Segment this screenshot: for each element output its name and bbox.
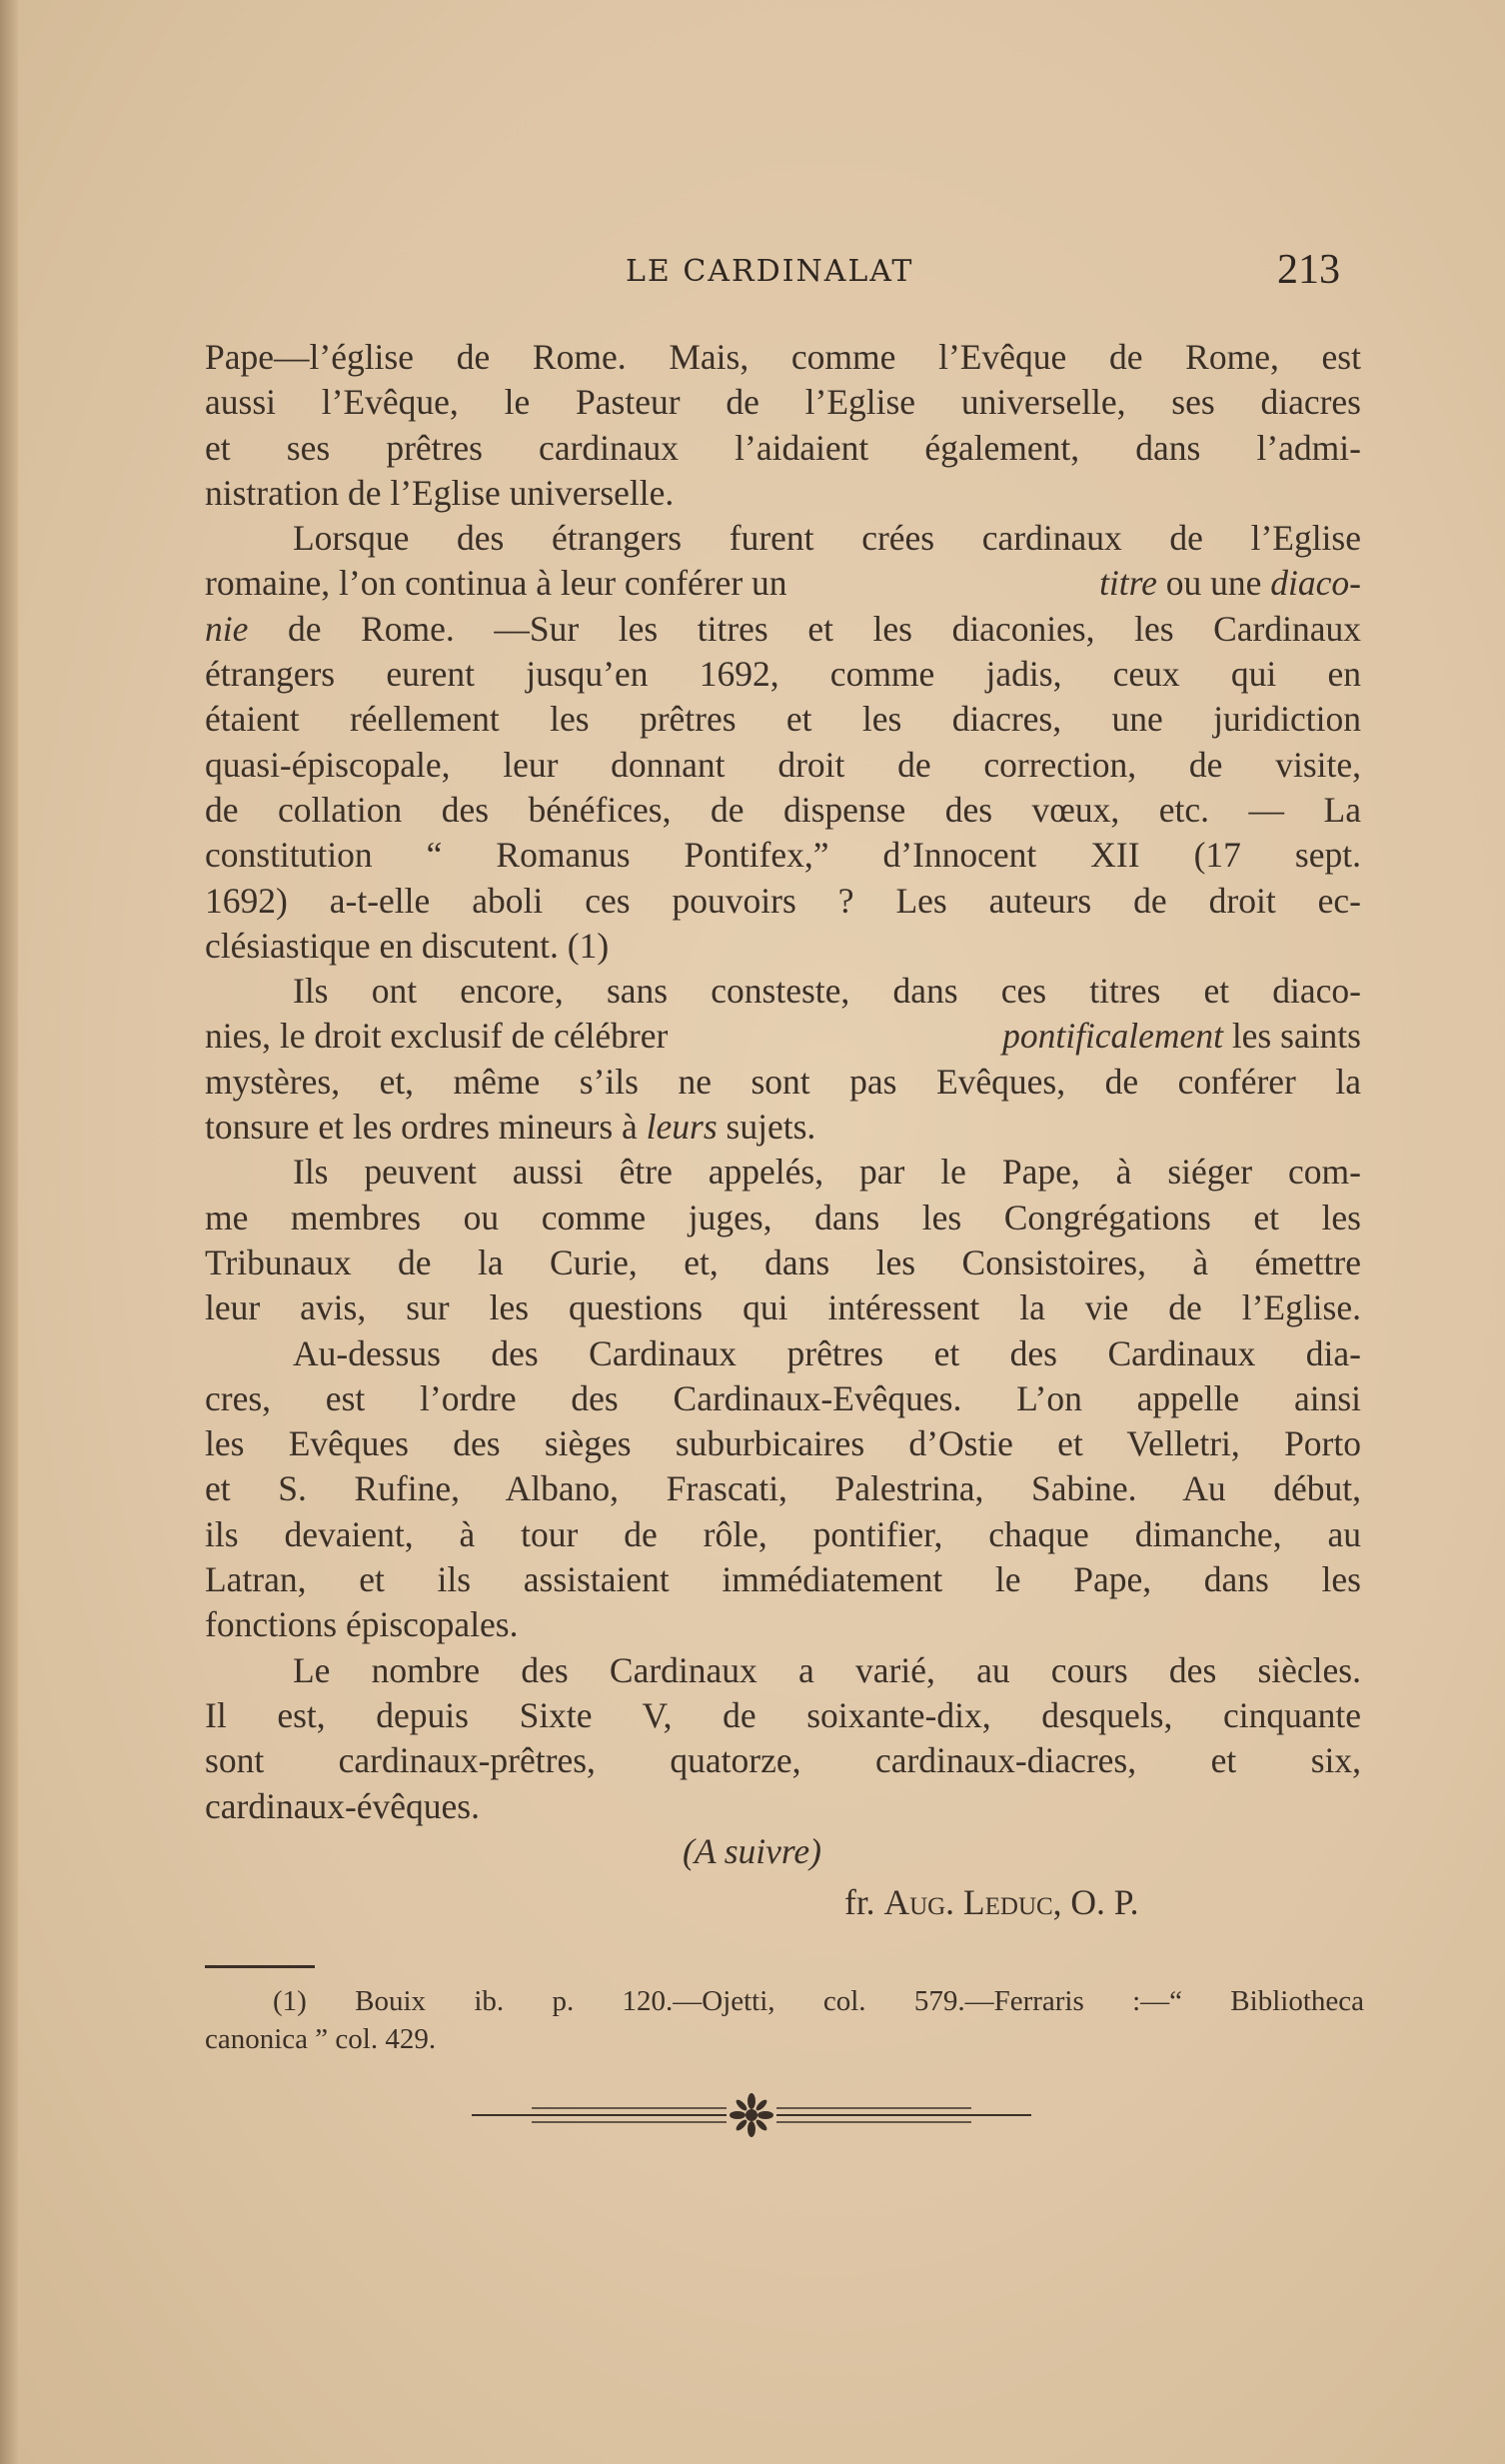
text-line: ils devaient, à tour de rôle, pontifier, chaque dimanche, au: [205, 1513, 1361, 1554]
text-line: Au-dessus des Cardinaux prêtres et des Cardinaux dia-: [293, 1332, 1361, 1373]
floral-ornament-icon: [472, 2091, 1031, 2139]
footnote-line: (1) Bouix ib. p. 120.—Ojetti, col. 579.—Ferraris :—“ Bibliotheca: [273, 1985, 1364, 2017]
signature-name: Aug. Leduc, O. P.: [883, 1882, 1139, 1923]
text-line: [205, 1014, 1361, 1059]
text-line: Le nombre des Cardinaux a varié, au cours des siècles.: [293, 1649, 1361, 1690]
text-line: étaient réellement les prêtres et les diacres, une juridiction: [205, 699, 1361, 740]
text-line: Tribunaux de la Curie, et, dans les Consistoires, à émettre: [205, 1241, 1361, 1282]
text-line: [205, 607, 1361, 652]
text-line: cres, est l’ordre des Cardinaux-Evêques. L’on appelle ainsi: [205, 1377, 1361, 1418]
text-line: et S. Rufine, Albano, Frascati, Palestrina, Sabine. Au début,: [205, 1468, 1361, 1509]
text-line: Lorsque des étrangers furent crées cardinaux de l’Eglise: [293, 518, 1361, 559]
footnote-line: canonica ” col. 429.: [205, 2023, 437, 2055]
body-text: [205, 335, 1361, 1925]
running-title: LE CARDINALAT: [626, 254, 914, 289]
text-line: 1692) a-t-elle aboli ces pouvoirs ? Les auteurs de droit ec-: [205, 880, 1361, 921]
page-header: [0, 246, 1505, 296]
italic-word: diaco-: [1270, 563, 1361, 604]
text-line: mystères, et, même s’ils ne sont pas Evêques, de conférer la: [205, 1061, 1361, 1102]
footnote: [205, 1982, 1364, 2058]
text-line: aussi l’Evêque, le Pasteur de l’Eglise universelle, ses diacres: [205, 382, 1361, 423]
italic-word: leurs: [646, 1107, 718, 1148]
text-line: étrangers eurent jusqu’en 1692, comme jadis, ceux qui en: [205, 654, 1361, 695]
text-line: leur avis, sur les questions qui intéressent la vie de l’Eglise.: [205, 1287, 1361, 1328]
text-span: les saints: [1222, 1016, 1361, 1057]
text-line: et ses prêtres cardinaux l’aidaient également, dans l’admi-: [205, 427, 1361, 468]
text-line: de collation des bénéfices, de dispense des vœux, etc. — La: [205, 789, 1361, 830]
text-line: Pape—l’église de Rome. Mais, comme l’Evêque de Rome, est: [205, 337, 1361, 377]
text-line: Il est, depuis Sixte V, de soixante-dix, desquels, cinquante: [205, 1694, 1361, 1735]
text-span-rest: de Rome. —Sur les titres et les diaconies, les Cardinaux: [248, 608, 1361, 649]
text-line: [205, 561, 1361, 606]
italic-word: nie: [205, 608, 249, 649]
text-span: nies, le droit exclusif de célébrer: [205, 1016, 678, 1057]
text-line: fonctions épiscopales.: [205, 1604, 519, 1645]
text-line: Ils ont encore, sans consteste, dans ces titres et diaco-: [293, 971, 1361, 1012]
text-span: sujets.: [717, 1107, 816, 1148]
page-number: 213: [1277, 247, 1340, 293]
text-line: sont cardinaux-prêtres, quatorze, cardinaux-diacres, et six,: [205, 1740, 1361, 1781]
text-line: constitution “ Romanus Pontifex,” d’Innocent XII (17 sept.: [205, 835, 1361, 876]
text-line: clésiastique en discutent. (1): [205, 925, 610, 966]
a-suivre: (A suivre): [683, 1830, 822, 1871]
text-span-group: [1099, 561, 1361, 606]
text-line: [205, 1105, 1361, 1150]
text-line: quasi-épiscopale, leur donnant droit de correction, de visite,: [205, 744, 1361, 785]
italic-word: titre: [1099, 563, 1157, 604]
signature: [205, 1880, 1361, 1925]
text-span: romaine, l’on continua à leur conférer un: [205, 563, 796, 604]
text-line: Ils peuvent aussi être appelés, par le Pape, à siéger com-: [293, 1152, 1361, 1193]
text-span: ou une: [1156, 563, 1271, 604]
text-span: tonsure et les ordres mineurs à: [205, 1107, 647, 1148]
text-line: nistration de l’Eglise universelle.: [205, 472, 675, 513]
page-gutter-shadow: [0, 0, 18, 2464]
text-line: me membres ou comme juges, dans les Congrégations et les: [205, 1197, 1361, 1237]
text-line: cardinaux-évêques.: [205, 1785, 480, 1826]
text-line: les Evêques des sièges suburbicaires d’Ostie et Velletri, Porto: [205, 1423, 1361, 1464]
signature-prefix: fr.: [844, 1882, 884, 1923]
footnote-rule: [205, 1965, 315, 1968]
text-span-group: [1002, 1014, 1361, 1059]
italic-word: pontificalement: [1002, 1016, 1223, 1057]
text-line: Latran, et ils assistaient immédiatement le Pape, dans les: [205, 1559, 1361, 1600]
